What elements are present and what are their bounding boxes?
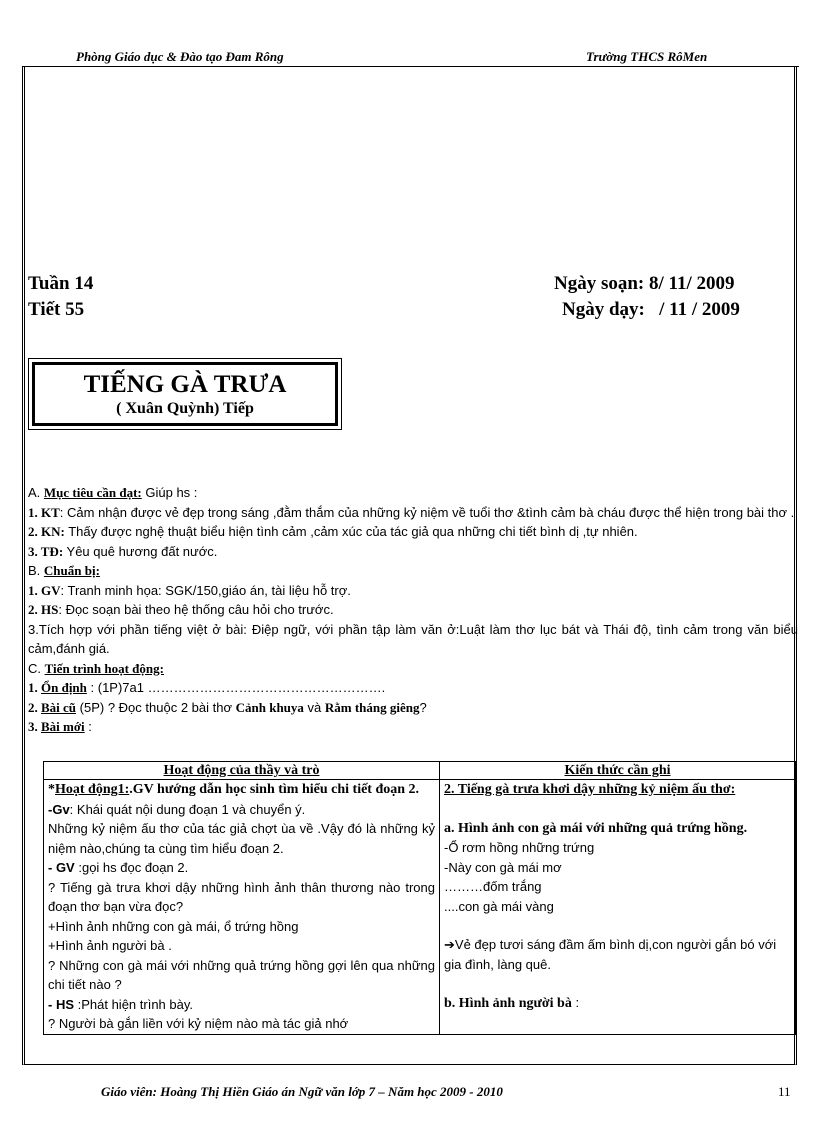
- prep-gv: 1. GV: Tranh minh họa: SGK/150,giáo án, tài liệu hỗ trợ.: [28, 582, 351, 598]
- knowledge-cell: [440, 780, 796, 1035]
- col-knowledge-header: Kiến thức cần ghi: [440, 762, 796, 780]
- knowledge-subheading-a: a. Hình ảnh con gà mái với những quả trứng hồng.: [444, 820, 748, 836]
- knowledge-heading: 2. Tiếng gà trưa khơi dậy những kỷ niệm ấu thơ:: [444, 782, 736, 797]
- activity-line: +Hình ảnh người bà .: [48, 938, 172, 953]
- activity-line: +Hình ảnh những con gà mái, ổ trứng hồng: [48, 918, 299, 934]
- lesson-table: [43, 761, 796, 1035]
- arrow-icon: ➔: [444, 937, 455, 952]
- lesson-body: [28, 483, 798, 737]
- activity-line: ? Người bà gắn liền với kỷ niệm nào mà tác giả nhớ: [48, 1016, 349, 1031]
- knowledge-conclusion: ➔Vẻ đẹp tươi sáng đầm ấm bình dị,con người gắn bó với gia đình, làng quê.: [444, 937, 777, 972]
- step-1: 1. Ổn định : (1P)7a1 ……………………………………………….: [28, 680, 386, 695]
- activity-line: Những kỷ niệm ấu thơ của tác giả chợt ùa về .Vậy đó là những kỷ niệm nào,chúng ta cùng tìm hiểu đoạn 2.: [48, 821, 435, 856]
- knowledge-line: -Ổ rơm hồng những trứng: [444, 840, 595, 855]
- header-right: Trường THCS RôMen: [586, 49, 708, 64]
- knowledge-line: ………đốm trắng: [444, 879, 542, 894]
- prep-hs: 2. HS: Đọc soạn bài theo hệ thống câu hỏi cho trước.: [28, 602, 334, 617]
- knowledge-subheading-b: b. Hình ảnh người bà :: [444, 995, 580, 1011]
- objective-kn: 2. KN: Thấy được nghệ thuật biểu hiện tình cảm ,cảm xúc của tác giả qua những chi tiết bình dị ,tự nhiên.: [28, 524, 638, 539]
- activity-line: -Gv: Khái quát nội dung đoạn 1 và chuyển ý.: [48, 801, 306, 817]
- step-3: 3. Bài mới :: [28, 719, 92, 734]
- objective-kt: 1. KT: Cảm nhận được vẻ đẹp trong sáng ,đằm thắm của những kỷ niệm về tuổi thơ &tình cảm bà cháu được thể hiện trong bài thơ .: [28, 504, 795, 520]
- footer-text: Giáo viên: Hoàng Thị Hiền Giáo án Ngữ văn lớp 7 – Năm học 2009 - 2010: [101, 1084, 503, 1099]
- objective-td: 3. TĐ: Yêu quê hương đất nước.: [28, 543, 218, 559]
- teach-date: Ngày dạy: / 11 / 2009: [562, 299, 740, 320]
- section-c-heading: C. Tiến trình hoạt động:: [28, 660, 164, 676]
- col-activities-header: Hoạt động của thầy và trò: [44, 762, 440, 780]
- activities-cell: [44, 780, 440, 1035]
- activity-1-heading: *Hoạt động1:.GV hướng dẫn học sinh tìm hiểu chi tiết đoạn 2.: [48, 782, 420, 797]
- table-row: [44, 780, 796, 1035]
- activity-line: - GV :gọi hs đọc đoạn 2.: [48, 860, 189, 875]
- section-a-heading: A. Mục tiêu cần đạt: Giúp hs :: [28, 485, 198, 500]
- prep-integration: 3.Tích hợp với phần tiếng việt ở bài: Điệp ngữ, với phần tập làm văn ở:Luật làm thơ lục bát và Thái độ, tình cảm trong văn biểu cảm,đánh giá.: [28, 621, 798, 656]
- lesson-title: TIẾNG GÀ TRƯA: [83, 371, 287, 398]
- knowledge-line: -Này con gà mái mơ: [444, 859, 562, 875]
- week-label: Tuần 14: [28, 273, 94, 294]
- table-header-row: [44, 762, 796, 780]
- section-b-heading: B. Chuẩn bị:: [28, 563, 100, 578]
- knowledge-line: ....con gà mái vàng: [444, 898, 554, 914]
- activity-line: ? Tiếng gà trưa khơi dậy những hình ảnh thân thương nào trong đoạn thơ bạn vừa đọc?: [48, 879, 435, 914]
- period-label: Tiết 55: [28, 299, 85, 320]
- step-2: 2. Bài cũ (5P) ? Đọc thuộc 2 bài thơ Cảnh khuya và Rằm tháng giêng?: [28, 699, 427, 715]
- header-left: Phòng Giáo dục & Đào tạo Đam Rông: [76, 49, 284, 64]
- prep-date: Ngày soạn: 8/ 11/ 2009: [554, 273, 735, 294]
- title-box: [28, 358, 342, 430]
- activity-line: ? Những con gà mái với những quả trứng hồng gợi lên qua những chi tiết nào ?: [48, 957, 435, 992]
- page-number: 11: [778, 1084, 791, 1099]
- lesson-subtitle: ( Xuân Quỳnh) Tiếp: [116, 400, 254, 417]
- activity-line: - HS :Phát hiện trình bày.: [48, 996, 193, 1012]
